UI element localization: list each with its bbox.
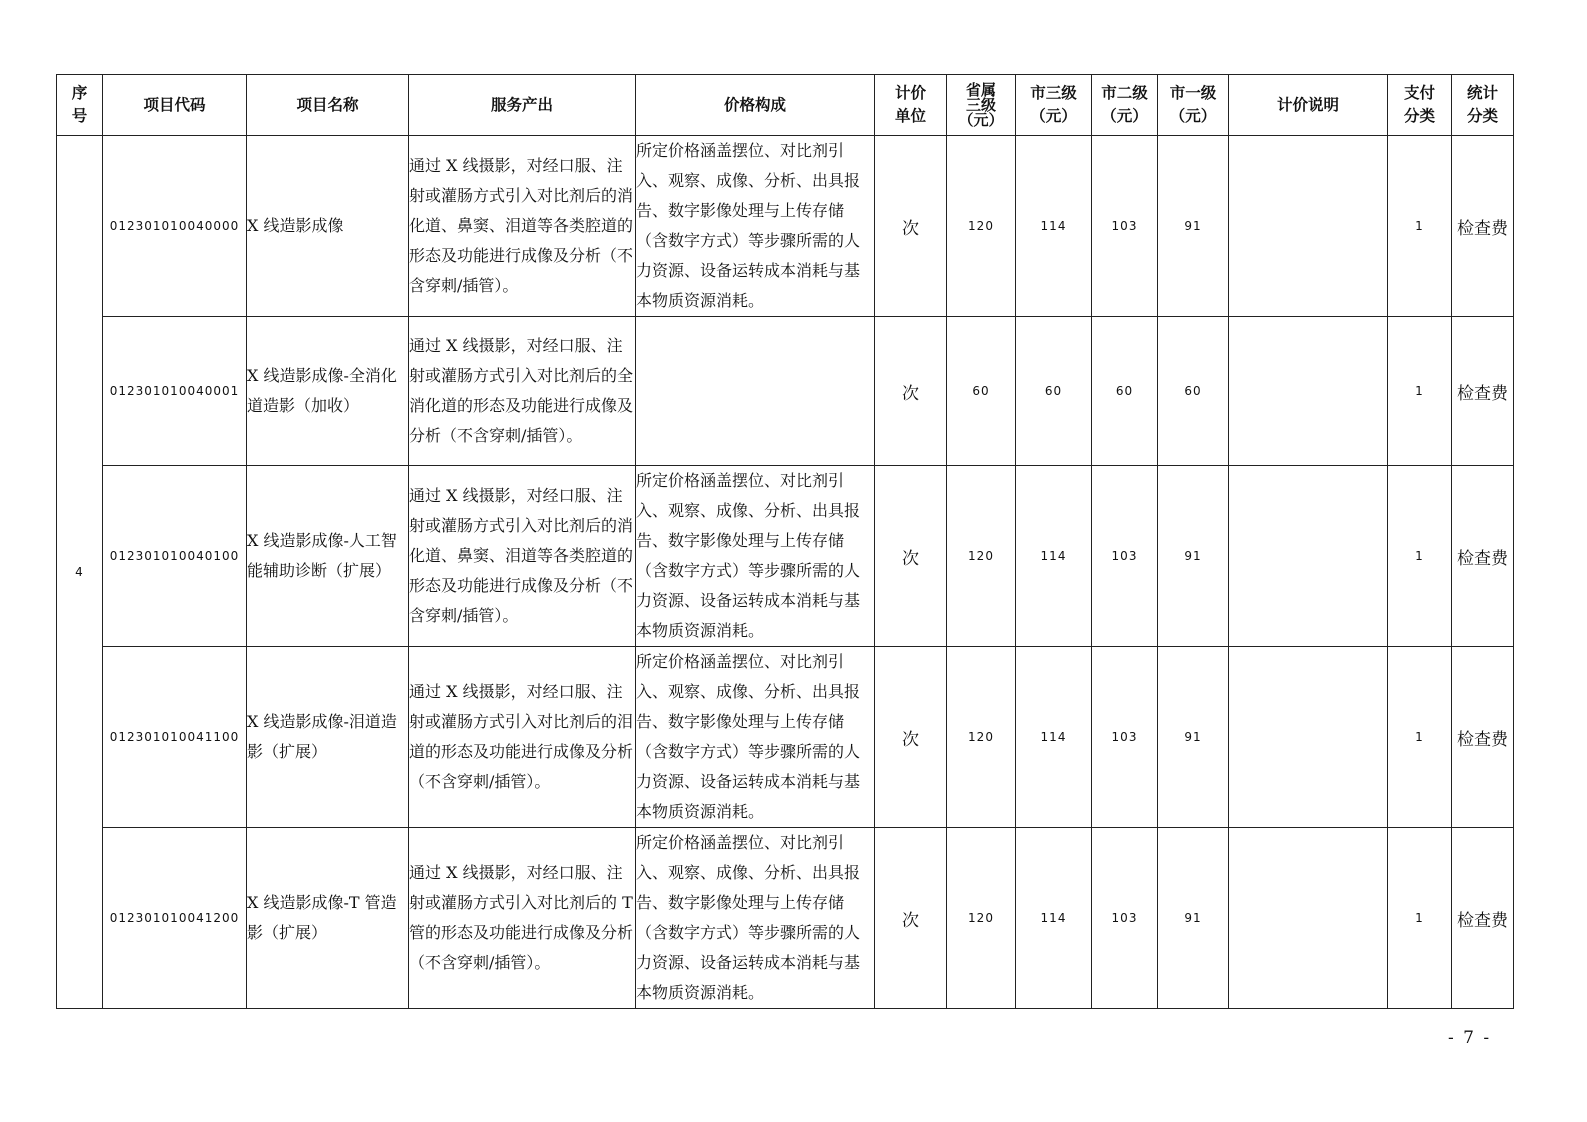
cell-unit: 次 — [875, 466, 947, 647]
header-name: 项目名称 — [247, 75, 409, 136]
cell-service: 通过 X 线摄影，对经口服、注射或灌肠方式引入对比剂后的消化道、鼻窦、泪道等各类腔道的形态及功能进行成像及分析（不含穿刺/插管）。 — [409, 466, 636, 647]
table-row — [57, 647, 1514, 828]
header-composition: 价格构成 — [636, 75, 875, 136]
header-note: 计价说明 — [1229, 75, 1388, 136]
cell-service: 通过 X 线摄影，对经口服、注射或灌肠方式引入对比剂后的 T 管的形态及功能进行成像及分析（不含穿刺/插管）。 — [409, 828, 636, 1009]
cell-service: 通过 X 线摄影，对经口服、注射或灌肠方式引入对比剂后的消化道、鼻窦、泪道等各类腔道的形态及功能进行成像及分析（不含穿刺/插管）。 — [409, 136, 636, 317]
cell-provincial: 120 — [947, 466, 1016, 647]
cell-city3: 114 — [1016, 136, 1092, 317]
cell-unit: 次 — [875, 828, 947, 1009]
cell-code: 012301010041200 — [103, 828, 247, 1009]
header-payment: 支付 分类 — [1388, 75, 1452, 136]
cell-note — [1229, 317, 1388, 466]
cell-composition: 所定价格涵盖摆位、对比剂引入、观察、成像、分析、出具报告、数字影像处理与上传存储（含数字方式）等步骤所需的人力资源、设备运转成本消耗与基本物质资源消耗。 — [636, 647, 875, 828]
cell-city2: 103 — [1092, 136, 1158, 317]
header-unit: 计价 单位 — [875, 75, 947, 136]
table-row — [57, 828, 1514, 1009]
cell-stat: 检查费 — [1452, 136, 1514, 317]
cell-city3: 114 — [1016, 828, 1092, 1009]
cell-service: 通过 X 线摄影，对经口服、注射或灌肠方式引入对比剂后的全消化道的形态及功能进行成像及分析（不含穿刺/插管）。 — [409, 317, 636, 466]
cell-city2: 103 — [1092, 647, 1158, 828]
cell-city3: 60 — [1016, 317, 1092, 466]
header-seq: 序 号 — [57, 75, 103, 136]
cell-city1: 91 — [1158, 828, 1229, 1009]
cell-payment: 1 — [1388, 317, 1452, 466]
cell-composition: 所定价格涵盖摆位、对比剂引入、观察、成像、分析、出具报告、数字影像处理与上传存储（含数字方式）等步骤所需的人力资源、设备运转成本消耗与基本物质资源消耗。 — [636, 828, 875, 1009]
cell-code: 012301010040001 — [103, 317, 247, 466]
cell-provincial: 120 — [947, 136, 1016, 317]
cell-name: X 线造影成像 — [247, 136, 409, 317]
header-row — [57, 75, 1514, 136]
cell-stat: 检查费 — [1452, 317, 1514, 466]
group-seq: 4 — [57, 136, 103, 1009]
cell-service: 通过 X 线摄影，对经口服、注射或灌肠方式引入对比剂后的泪道的形态及功能进行成像及分析（不含穿刺/插管）。 — [409, 647, 636, 828]
page-number: - 7 - — [1448, 1028, 1492, 1048]
cell-unit: 次 — [875, 136, 947, 317]
price-table — [56, 74, 1514, 1009]
header-city3: 市三级 （元） — [1016, 75, 1092, 136]
cell-payment: 1 — [1388, 136, 1452, 317]
cell-note — [1229, 136, 1388, 317]
header-service: 服务产出 — [409, 75, 636, 136]
cell-name: X 线造影成像-泪道造影（扩展） — [247, 647, 409, 828]
cell-provincial: 120 — [947, 828, 1016, 1009]
cell-city2: 103 — [1092, 466, 1158, 647]
cell-payment: 1 — [1388, 466, 1452, 647]
cell-code: 012301010040100 — [103, 466, 247, 647]
header-code: 项目代码 — [103, 75, 247, 136]
cell-provincial: 60 — [947, 317, 1016, 466]
table-row — [57, 466, 1514, 647]
cell-city1: 91 — [1158, 647, 1229, 828]
table-row — [57, 317, 1514, 466]
header-city2: 市二级 （元） — [1092, 75, 1158, 136]
cell-note — [1229, 828, 1388, 1009]
cell-composition: 所定价格涵盖摆位、对比剂引入、观察、成像、分析、出具报告、数字影像处理与上传存储（含数字方式）等步骤所需的人力资源、设备运转成本消耗与基本物质资源消耗。 — [636, 136, 875, 317]
cell-stat: 检查费 — [1452, 647, 1514, 828]
cell-payment: 1 — [1388, 828, 1452, 1009]
cell-city3: 114 — [1016, 466, 1092, 647]
header-city1: 市一级 （元） — [1158, 75, 1229, 136]
cell-city1: 60 — [1158, 317, 1229, 466]
header-stat: 统计 分类 — [1452, 75, 1514, 136]
cell-note — [1229, 647, 1388, 828]
cell-composition: 所定价格涵盖摆位、对比剂引入、观察、成像、分析、出具报告、数字影像处理与上传存储（含数字方式）等步骤所需的人力资源、设备运转成本消耗与基本物质资源消耗。 — [636, 466, 875, 647]
cell-unit: 次 — [875, 317, 947, 466]
cell-city1: 91 — [1158, 466, 1229, 647]
cell-name: X 线造影成像-T 管造影（扩展） — [247, 828, 409, 1009]
header-provincial: 省属 三级 （元） — [947, 75, 1016, 136]
cell-name: X 线造影成像-人工智能辅助诊断（扩展） — [247, 466, 409, 647]
cell-city2: 60 — [1092, 317, 1158, 466]
cell-city1: 91 — [1158, 136, 1229, 317]
cell-unit: 次 — [875, 647, 947, 828]
cell-name: X 线造影成像-全消化道造影（加收） — [247, 317, 409, 466]
cell-stat: 检查费 — [1452, 828, 1514, 1009]
cell-composition — [636, 317, 875, 466]
cell-code: 012301010041100 — [103, 647, 247, 828]
cell-provincial: 120 — [947, 647, 1016, 828]
cell-city2: 103 — [1092, 828, 1158, 1009]
cell-payment: 1 — [1388, 647, 1452, 828]
cell-note — [1229, 466, 1388, 647]
cell-stat: 检查费 — [1452, 466, 1514, 647]
cell-code: 012301010040000 — [103, 136, 247, 317]
cell-city3: 114 — [1016, 647, 1092, 828]
table-row — [57, 136, 1514, 317]
